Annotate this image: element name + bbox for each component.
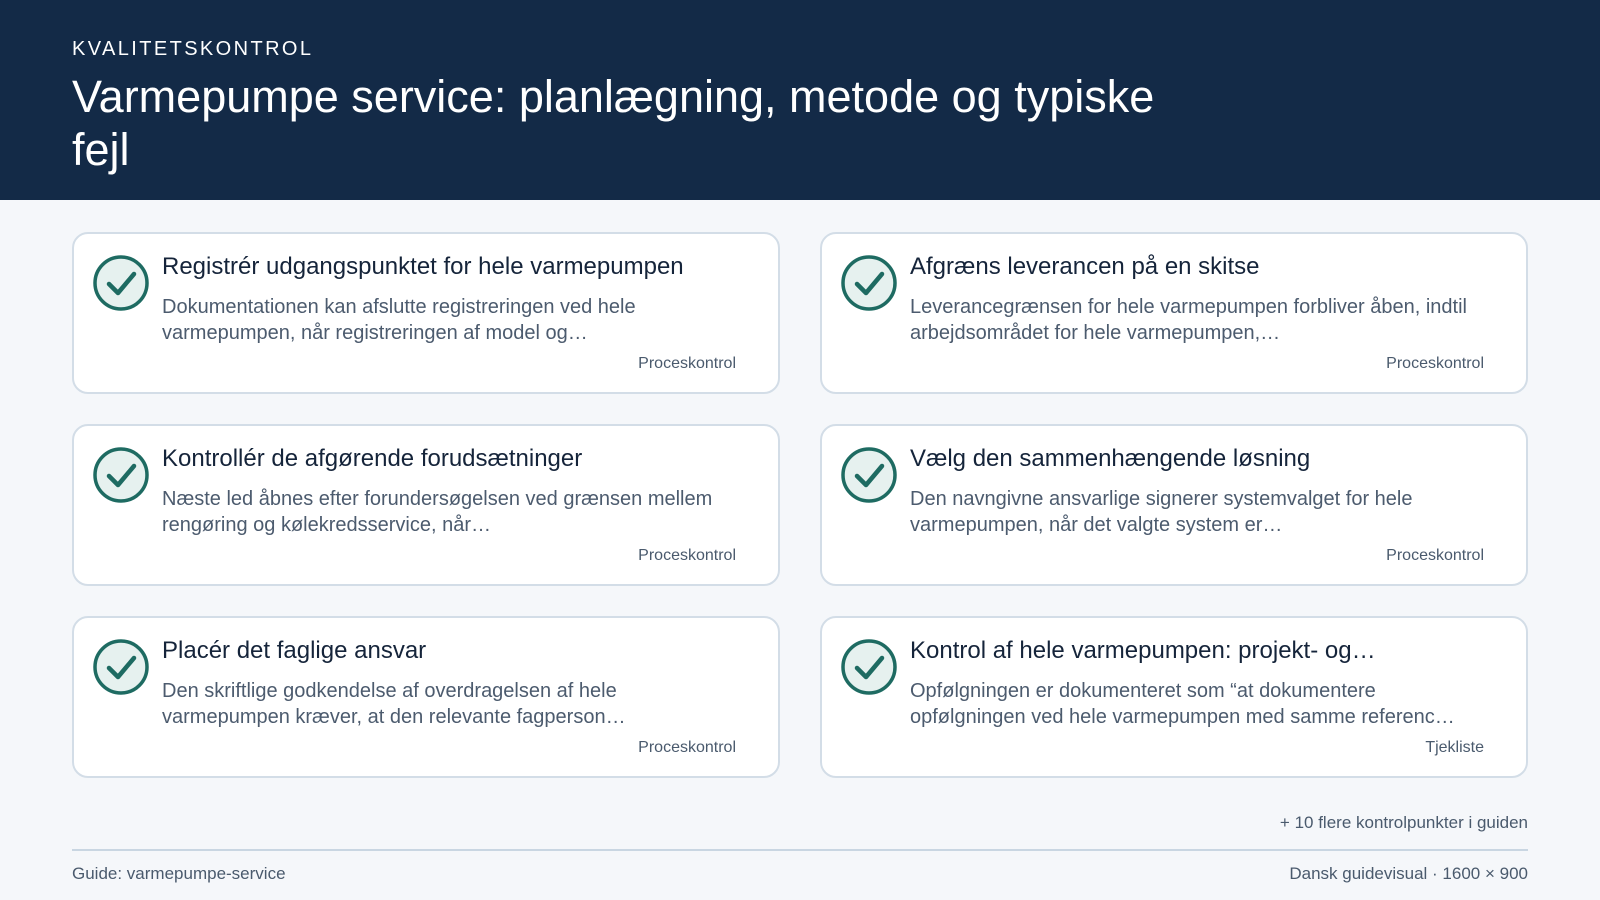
checkpoint-description: Dokumentationen kan afslutte registreringen ved hele varmepumpen, når registreringen af model og… xyxy=(162,296,636,344)
checkpoint-title: Kontrollér de afgørende forudsætninger xyxy=(162,445,583,472)
checkpoint-card xyxy=(72,232,780,394)
checkpoint-title: Kontrol af hele varmepumpen: projekt- og… xyxy=(910,637,1376,664)
checkpoint-description: Den navngivne ansvarlige signerer systemvalget for hele varmepumpen, når det valgte system er… xyxy=(910,488,1413,536)
checkpoint-card xyxy=(820,232,1528,394)
checkpoint-card xyxy=(820,424,1528,586)
checkpoint-description: Den skriftlige godkendelse af overdragelsen af hele varmepumpen kræver, at den relevante fagperson… xyxy=(162,680,626,728)
header-banner xyxy=(0,0,1600,200)
footer-guide-label: Guide: varmepumpe-service xyxy=(72,864,286,883)
checkpoint-card xyxy=(72,424,780,586)
checkpoint-description: Opfølgningen er dokumenteret som “at dokumentere opfølgningen ved hele varmepumpen med samme referenc… xyxy=(910,680,1455,728)
checkpoint-grid xyxy=(72,232,1528,778)
checkpoint-card xyxy=(72,616,780,778)
section-eyebrow: KVALITETSKONTROL xyxy=(72,38,314,60)
check-circle-icon xyxy=(840,638,898,696)
check-circle-icon xyxy=(92,254,150,312)
check-circle-icon xyxy=(840,446,898,504)
check-circle-icon xyxy=(92,638,150,696)
checkpoint-title: Registrér udgangspunktet for hele varmepumpen xyxy=(162,253,684,280)
footer-divider xyxy=(72,849,1528,851)
checkpoint-category: Proceskontrol xyxy=(638,547,736,564)
check-circle-icon xyxy=(840,254,898,312)
checkpoint-card xyxy=(820,616,1528,778)
checkpoint-category: Proceskontrol xyxy=(638,355,736,372)
checkpoint-category: Proceskontrol xyxy=(1386,547,1484,564)
checkpoint-description: Leverancegrænsen for hele varmepumpen forbliver åben, indtil arbejdsområdet for hele varmepumpen,… xyxy=(910,296,1467,344)
checkpoint-category: Proceskontrol xyxy=(638,739,736,756)
checkpoint-title: Placér det faglige ansvar xyxy=(162,637,427,664)
checkpoint-category: Tjekliste xyxy=(1425,739,1484,756)
checkpoint-title: Vælg den sammenhængende løsning xyxy=(910,445,1311,472)
page-title: Varmepumpe service: planlægning, metode og typiske fejl xyxy=(72,71,1155,175)
checkpoint-description: Næste led åbnes efter forundersøgelsen ved grænsen mellem rengøring og kølekredsservice, når… xyxy=(162,488,713,536)
footer-credit: Dansk guidevisual · 1600 × 900 xyxy=(1289,864,1528,883)
more-checkpoints-link[interactable]: + 10 flere kontrolpunkter i guiden xyxy=(1279,813,1528,832)
check-circle-icon xyxy=(92,446,150,504)
checkpoint-title: Afgræns leverancen på en skitse xyxy=(910,253,1260,280)
checkpoint-category: Proceskontrol xyxy=(1386,355,1484,372)
